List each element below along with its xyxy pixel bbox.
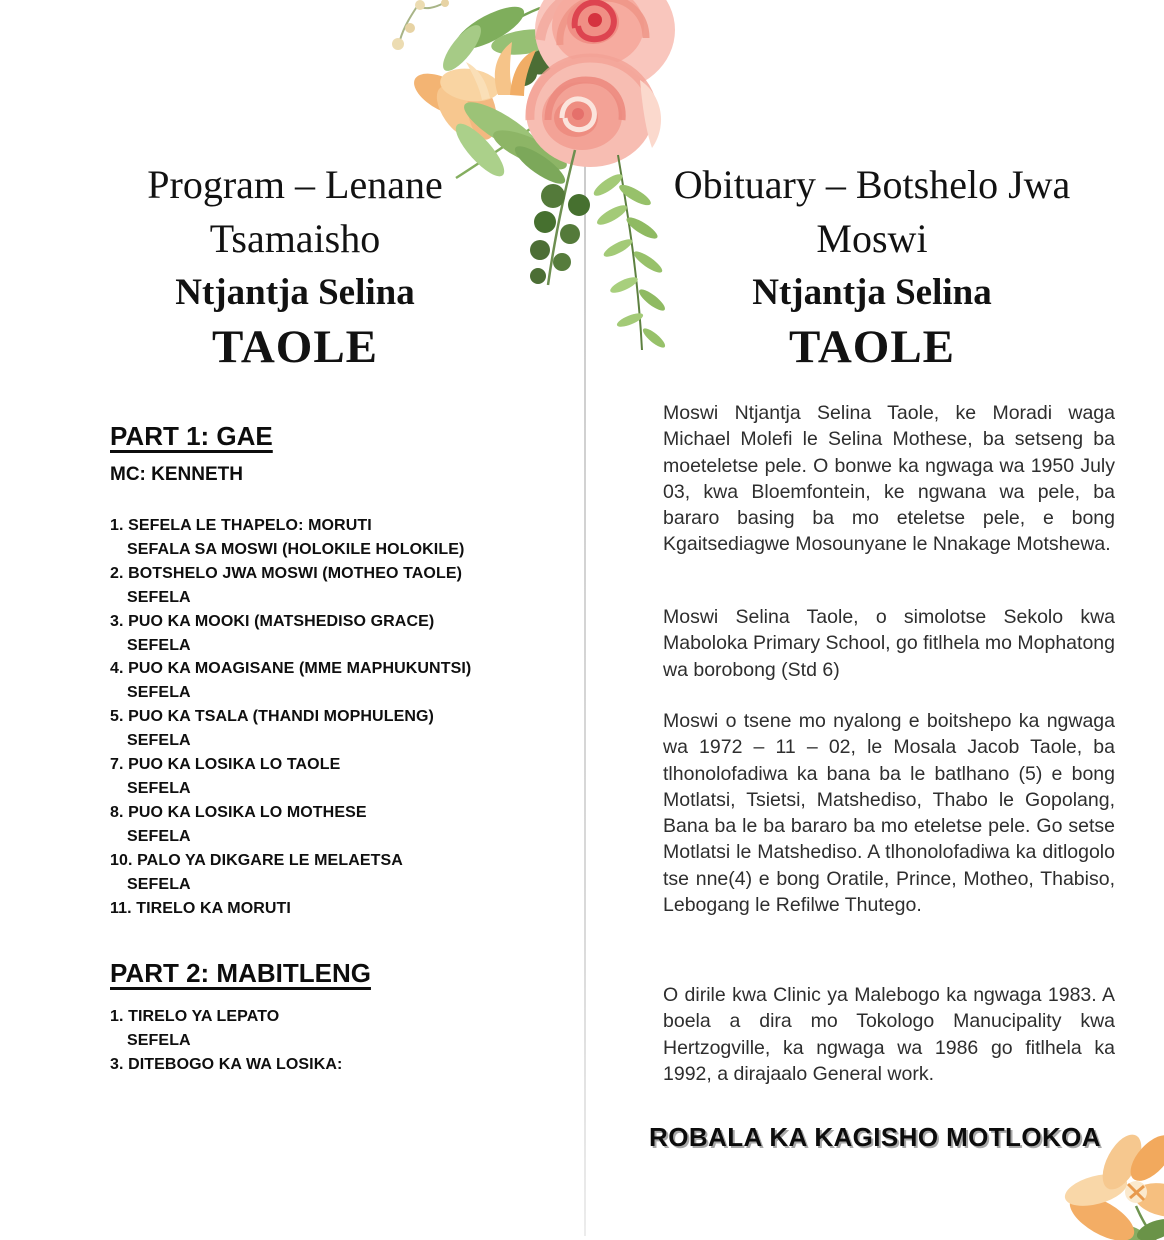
program-list-item: 10. PALO YA DIKGARE LE MELAETSA bbox=[110, 851, 403, 869]
obituary-title-block bbox=[628, 158, 1116, 375]
program-list-item: SEFELA bbox=[127, 875, 191, 893]
rest-in-peace-line: ROBALA KA KAGISHO MOTLOKOA bbox=[649, 1122, 1101, 1152]
part1-program-list bbox=[110, 514, 540, 920]
deceased-name: Ntjantja Selina bbox=[752, 272, 992, 313]
bud-branch-icon bbox=[392, 0, 449, 50]
program-list-item: 8. PUO KA LOSIKA LO MOTHESE bbox=[110, 803, 367, 821]
program-list-item: 3. PUO KA MOOKI (MATSHEDISO GRACE) bbox=[110, 612, 435, 630]
program-list-item: SEFELA bbox=[127, 1031, 191, 1049]
program-list-item: 11. TIRELO KA MORUTI bbox=[110, 899, 291, 917]
program-title-line1: Program – Lenane bbox=[147, 162, 443, 207]
program-list-item: 5. PUO KA TSALA (THANDI MOPHULENG) bbox=[110, 708, 434, 726]
program-list-item: 1. TIRELO YA LEPATO bbox=[110, 1008, 280, 1025]
program-list-item: 2. BOTSHELO JWA MOSWI (MOTHEO TAOLE) bbox=[110, 564, 463, 582]
deceased-surname: TAOLE bbox=[788, 321, 956, 373]
program-list-item: 1. SEFELA LE THAPELO: MORUTI bbox=[110, 517, 372, 534]
peach-flower-icon bbox=[1061, 1128, 1164, 1240]
program-list-item: 4. PUO KA MOAGISANE (MME MAPHUKUNTSI) bbox=[110, 660, 472, 678]
program-list-item: SEFELA bbox=[127, 827, 191, 845]
obituary-paragraph-1: Moswi Ntjantja Selina Taole, ke Moradi waga Michael Molefi le Selina Mothese, ba setseng ba moeteletse pele. O bonwe ka ngwaga wa 1950 July 03, kwa Bloemfontein, ke ngwana wa pele, ba bararo basing ba mo eteletse pele, e bong Kgaitsediagwe Mosounyane le Nnakage Motshewa. bbox=[663, 402, 1115, 556]
program-list-item: SEFELA bbox=[127, 636, 191, 654]
obituary-paragraph-3: Moswi o tsene mo nyalong e boitshepo ka ngwaga wa 1972 – 11 – 02, le Mosala Jacob Taole, ba tlhonolofadiwa ka bana ba le batlhano (5) e bong Motlatsi, Tsietsi, Matshediso, Thabo le Gopolang, Bana ba le ba bararo ba mo eteletse pele. Go setse Motlatsi le Matshediso. A tlhonolofadiwa ka ditlogolo tse nne(4) e bong Oratile, Prince, Motheo, Thabiso, Lebogang le Refilwe Thutego. bbox=[663, 710, 1115, 917]
program-title-line2: Tsamaisho bbox=[209, 216, 381, 261]
deceased-name: Ntjantja Selina bbox=[175, 272, 415, 313]
obituary-paragraph-2: Moswi Selina Taole, o simolotse Sekolo kwa Maboloka Primary School, go fitlhela mo Mophatong wa borobong (Std 6) bbox=[663, 606, 1115, 681]
program-list-item: SEFALA SA MOSWI (HOLOKILE HOLOKILE) bbox=[127, 540, 465, 558]
part2-program-list bbox=[110, 1005, 540, 1077]
program-list-item: SEFELA bbox=[127, 684, 191, 702]
part2-heading: PART 2: MABITLENG bbox=[110, 957, 371, 988]
mc-line: MC: KENNETH bbox=[110, 464, 243, 485]
obituary-title-line1: Obituary – Botshelo Jwa bbox=[673, 162, 1071, 207]
willow-branch-icon bbox=[591, 155, 668, 350]
top-floral-decoration bbox=[390, 0, 680, 360]
obituary-paragraph-4: O dirile kwa Clinic ya Malebogo ka ngwaga 1983. A boela a dira mo Tokologo Manucipality kwa Hertzogville, ka ngwaga wa 1986 go fitlhela ka 1992, a dirajaalo General work. bbox=[663, 984, 1115, 1085]
part1-heading: PART 1: GAE bbox=[110, 420, 273, 451]
program-list-item: 7. PUO KA LOSIKA LO TAOLE bbox=[110, 756, 341, 774]
bottom-right-floral-decoration bbox=[1040, 1128, 1164, 1240]
program-list-item: SEFELA bbox=[127, 779, 191, 797]
program-list-item: 3. DITEBOGO KA WA LOSIKA: bbox=[110, 1055, 343, 1073]
program-list-item: SEFELA bbox=[127, 732, 191, 750]
program-list-item: SEFELA bbox=[127, 588, 191, 606]
obituary-title-line2: Moswi bbox=[816, 216, 928, 261]
deceased-surname: TAOLE bbox=[211, 321, 379, 373]
